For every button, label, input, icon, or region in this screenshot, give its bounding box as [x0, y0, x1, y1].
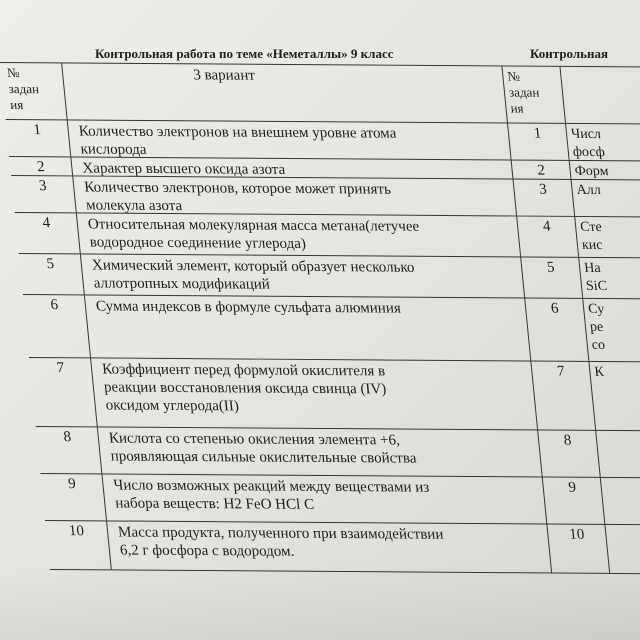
question-line-right: Алл: [575, 182, 602, 199]
table-row: [29, 358, 640, 432]
table-row: [23, 295, 640, 363]
task-number: 2: [9, 157, 73, 175]
task-number: 6: [23, 295, 91, 357]
task-question: [85, 295, 531, 360]
worksheet-title: Контрольная работа по теме «Неметаллы» 9 класс: [95, 46, 394, 61]
table-row: [19, 254, 640, 300]
question-line: проявляющая сильные окислительные свойства: [109, 448, 418, 467]
task-number: 5: [19, 254, 85, 294]
task-question-right: [579, 258, 640, 299]
task-question-right: [589, 362, 640, 431]
task-question: [98, 427, 543, 476]
task-number-right: 6: [525, 298, 589, 360]
question-line: молекула азота: [85, 197, 183, 215]
question-line-right: со: [591, 337, 606, 354]
question-line: реакции восстановления оксида свинца (IV): [103, 379, 388, 398]
question-line-right: кис: [581, 237, 604, 254]
question-line: 6,2 г фосфора с водородом.: [119, 542, 296, 560]
task-number-right: 1: [508, 124, 570, 160]
task-grid: [0, 62, 640, 575]
task-question-right: [575, 217, 640, 258]
task-number: 1: [6, 120, 72, 156]
question-line-right: ре: [589, 319, 605, 336]
question-line: Количество электронов, которое может принять: [83, 179, 392, 198]
header-task-number-right: [502, 67, 566, 123]
header-number-line: №: [506, 68, 521, 84]
table-row: [15, 213, 640, 259]
header-task-number: [0, 63, 68, 119]
task-question: [71, 157, 513, 178]
question-line-right: [605, 480, 640, 481]
question-line-right: Числ: [570, 126, 602, 143]
task-number-right: 2: [512, 161, 572, 179]
task-number-right: 5: [521, 257, 583, 297]
question-line: Кислота со степенью окисления элемента +6,: [108, 430, 401, 449]
task-number: 10: [45, 521, 112, 569]
header-number-line: №: [6, 65, 21, 81]
question-line: Число возможных реакций между веществами из: [112, 477, 431, 496]
question-line: кислорода: [79, 141, 148, 158]
header-number-line: задан: [7, 81, 40, 97]
question-line: Относительная молекулярная масса метана(летучее: [87, 216, 420, 235]
task-number: 8: [36, 427, 103, 473]
task-number-right: 10: [547, 524, 610, 572]
task-number-right: 9: [543, 477, 606, 523]
question-line: водородное соединение углерода): [88, 234, 307, 253]
task-number: 9: [40, 474, 107, 520]
question-line-right: Су: [587, 301, 606, 318]
task-number-right: 8: [538, 430, 601, 476]
task-question-right: [572, 180, 640, 217]
task-question-right: [601, 478, 640, 525]
task-question: [102, 474, 547, 523]
question-line-right: К: [593, 364, 605, 380]
header-number-line: ия: [9, 97, 24, 113]
task-question-right: [583, 299, 640, 362]
question-line-right: Сте: [579, 219, 603, 236]
header-variant: 3 вариант: [62, 63, 508, 122]
task-question: [81, 254, 525, 297]
question-line-right: На: [583, 260, 602, 277]
task-number-right: 7: [531, 361, 596, 429]
question-line-right: [600, 433, 640, 434]
task-question-right: [570, 161, 640, 180]
task-number-right: 3: [514, 180, 576, 216]
question-line: аллотропных модификаций: [92, 275, 271, 293]
question-line: набора веществ: H2 FeO HCl C: [114, 495, 315, 513]
task-number: 4: [15, 213, 81, 253]
table-row: [40, 474, 640, 526]
question-line-right: [610, 527, 640, 528]
header-number-line: задан: [508, 84, 540, 100]
question-line-right: Форм: [574, 163, 610, 180]
table-row: [6, 120, 640, 162]
question-line: оксидом углерода(II): [104, 397, 240, 415]
question-line: Коэффициент перед формулой окислителя в: [101, 361, 386, 380]
question-line: Сумма индексов в формуле сульфата алюминия: [95, 298, 402, 317]
task-table: [0, 62, 640, 575]
question-line: Масса продукта, полученного при взаимодействии: [117, 524, 445, 543]
task-number: 3: [11, 176, 77, 212]
question-line: Количество электронов на внешнем уровне атома: [78, 123, 398, 142]
question-line: Характер высшего оксида азота: [81, 160, 286, 178]
task-question: [91, 358, 538, 429]
task-number: 7: [29, 358, 98, 426]
table-row: [36, 427, 640, 479]
task-question: [77, 213, 521, 256]
question-line-right: SiC: [585, 278, 608, 295]
task-question-right: [566, 124, 640, 161]
question-line-right: фосф: [572, 144, 606, 161]
page-shadow: [0, 560, 640, 640]
task-question: [68, 120, 512, 159]
header-number-line: ия: [509, 100, 525, 116]
question-line: Химический элемент, который образует несколько: [91, 257, 416, 276]
table-header-row: [0, 62, 640, 125]
header-right-variant: [560, 67, 640, 124]
task-question-right: [596, 431, 640, 478]
task-number-right: 4: [517, 217, 579, 257]
table-row: [11, 176, 640, 218]
task-question: [73, 176, 517, 215]
worksheet-title-right: Контрольная: [530, 46, 609, 61]
